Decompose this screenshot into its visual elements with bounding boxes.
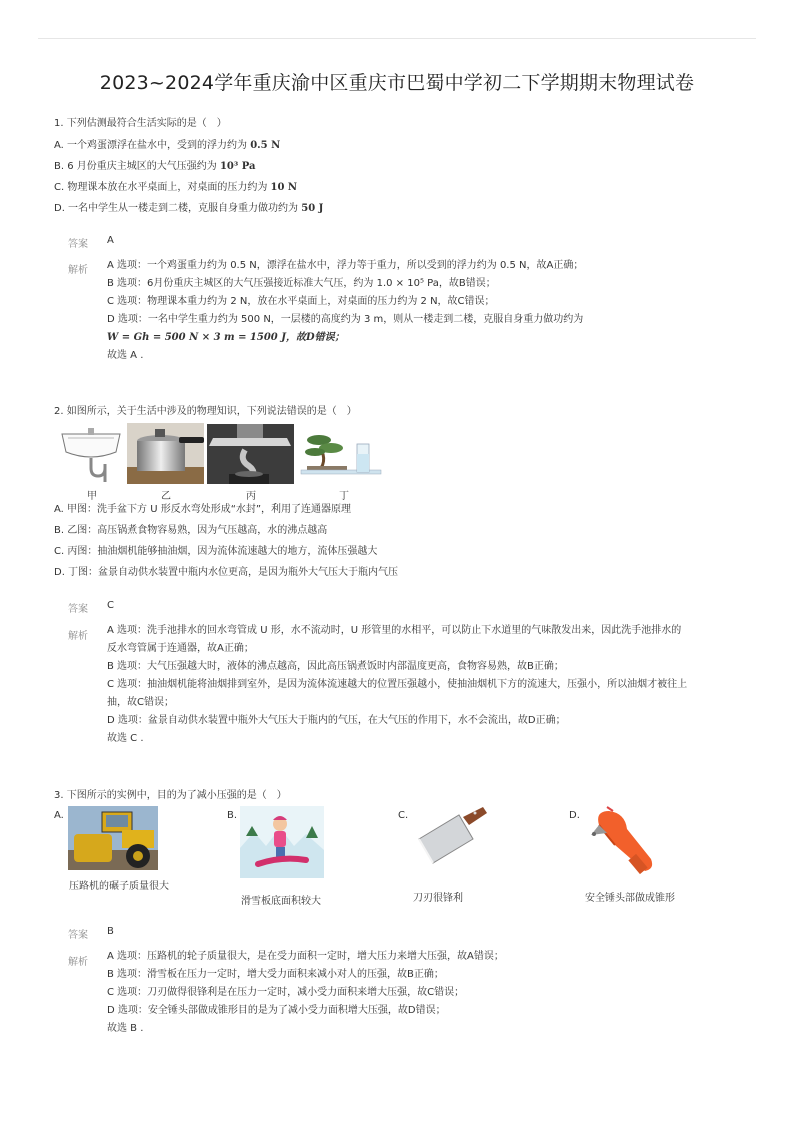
sink-image: [58, 424, 124, 484]
analysis-line: B 选项：大气压强越大时，液体的沸点越高，因此高压锅煮饭时内部温度更高，食物容易熟，故B正确；: [107, 661, 564, 672]
question-2: [54, 405, 744, 418]
analysis-line: 反水弯管属于连通器，故A正确；: [107, 643, 254, 654]
option-b: B. 6 月份重庆主城区的大气压强约为 10³ Pa: [54, 161, 256, 172]
figure-caption-ding: 丁: [339, 491, 349, 502]
question-stem: 3. 下图所示的实例中，目的为了减小压强的是（ ）: [54, 790, 287, 801]
caption-cleaver: 刀刃很锋利: [413, 893, 463, 904]
analysis-line: 故选 C .: [107, 733, 144, 744]
answer-value: C: [107, 600, 114, 611]
pressure-cooker-image: [127, 423, 204, 484]
option-c: C. 物理课本放在水平桌面上，对桌面的压力约为 10 N: [54, 182, 298, 193]
answer-label: 答案: [68, 930, 88, 941]
question-stem: 2. 如图所示，关于生活中涉及的物理知识，下列说法错误的是（ ）: [54, 406, 357, 417]
caption-safety-hammer: 安全锤头部做成锥形: [585, 893, 675, 904]
option-letter-b: B.: [227, 810, 238, 821]
analysis-label: 解析: [68, 631, 88, 642]
analysis-line: C 选项：物理课本重力约为 2 N，放在水平桌面上，对桌面的压力约为 2 N，故C错误；: [107, 296, 495, 307]
analysis-line: 抽，故C错误；: [107, 697, 174, 708]
analysis-line: A 选项：一个鸡蛋重力约为 0.5 N，漂浮在盐水中，浮力等于重力，所以受到的浮力约为 0.5 N，故A正确；: [107, 260, 584, 271]
road-roller-image: [68, 806, 158, 870]
analysis-line: D 选项：盆景自动供水装置中瓶外大气压大于瓶内的气压，在大气压的作用下，水不会流出，故D正确；: [107, 715, 566, 726]
option-letter-c: C.: [398, 810, 409, 821]
analysis-label: 解析: [68, 265, 88, 276]
bonsai-waterer-image: [297, 424, 387, 484]
analysis-line: A 选项：洗手池排水的回水弯管成 U 形，水不流动时，U 形管里的水相平，可以防止下水道里的气味散发出来，因此洗手池排水的: [107, 625, 682, 636]
analysis-label: 解析: [68, 957, 88, 968]
answer-value: A: [107, 235, 114, 246]
caption-road-roller: 压路机的碾子质量很大: [69, 881, 169, 892]
answer-label: 答案: [68, 239, 88, 250]
analysis-text: [107, 622, 727, 748]
figure-caption-yi: 乙: [161, 491, 171, 502]
analysis-line: C 选项：抽油烟机能将油烟排到室外，是因为流体流速越大的位置压强越小，使抽油烟机下方的流速大，压强小，所以油烟才被往上: [107, 679, 688, 690]
question-1: [54, 117, 744, 215]
question-3: [54, 789, 744, 802]
analysis-line: 故选 B .: [107, 1023, 144, 1034]
analysis-text: [107, 948, 727, 1038]
range-hood-image: [207, 424, 294, 484]
safety-hammer-image: [585, 805, 667, 885]
analysis-line: C 选项：刀刃做得很锋利是在压力一定时，减小受力面积来增大压强，故C错误；: [107, 987, 465, 998]
option-a: A. 一个鸡蛋漂浮在盐水中，受到的浮力约为 0.5 N: [54, 140, 281, 151]
figure-caption-bing: 丙: [246, 491, 256, 502]
top-divider: [38, 38, 756, 39]
cleaver-image: [413, 805, 489, 871]
option-a: A. 甲图：洗手盆下方 U 形反水弯处形成“水封”，利用了连通器原理: [54, 504, 352, 515]
snowboard-image: [240, 806, 324, 878]
answer-value: B: [107, 926, 114, 937]
page-title: 2023~2024学年重庆渝中区重庆市巴蜀中学初二下学期期末物理试卷: [99, 72, 695, 94]
option-d: D. 一名中学生从一楼走到二楼，克服自身重力做功约为 50 J: [54, 203, 324, 214]
option-letter-a: A.: [54, 810, 64, 821]
caption-snowboard: 滑雪板底面积较大: [241, 896, 321, 907]
option-d: D. 丁图：盆景自动供水装置中瓶内水位更高，是因为瓶外大气压大于瓶内气压: [54, 567, 399, 578]
analysis-line: A 选项：压路机的轮子质量很大，是在受力面积一定时，增大压力来增大压强，故A错误；: [107, 951, 504, 962]
option-b: B. 乙图：高压锅煮食物容易熟，因为气压越高，水的沸点越高: [54, 525, 328, 536]
option-c: C. 丙图：抽油烟机能够抽油烟，因为流体流速越大的地方，流体压强越大: [54, 546, 378, 557]
analysis-text: [107, 257, 727, 365]
analysis-line: 故选 A .: [107, 350, 144, 361]
question-stem: 1. 下列估测最符合生活实际的是（ ）: [54, 118, 227, 129]
answer-label: 答案: [68, 604, 88, 615]
question-2-options: [54, 503, 744, 579]
analysis-line: D 选项：安全锤头部做成锥形目的是为了减小受力面积增大压强，故D错误；: [107, 1005, 446, 1016]
analysis-formula-line: W = Gh = 500 N × 3 m = 1500 J，故D错误；: [107, 332, 345, 343]
analysis-line: B 选项：6月份重庆主城区的大气压强接近标准大气压，约为 1.0 × 10⁵ Pa，故B错误；: [107, 278, 496, 289]
figure-caption-jia: 甲: [87, 491, 97, 502]
analysis-line: B 选项：滑雪板在压力一定时，增大受力面积来减小对人的压强，故B正确；: [107, 969, 444, 980]
analysis-line: D 选项：一名中学生重力约为 500 N，一层楼的高度约为 3 m，则从一楼走到二楼，克服自身重力做功约为: [107, 314, 584, 325]
option-letter-d: D.: [569, 810, 580, 821]
